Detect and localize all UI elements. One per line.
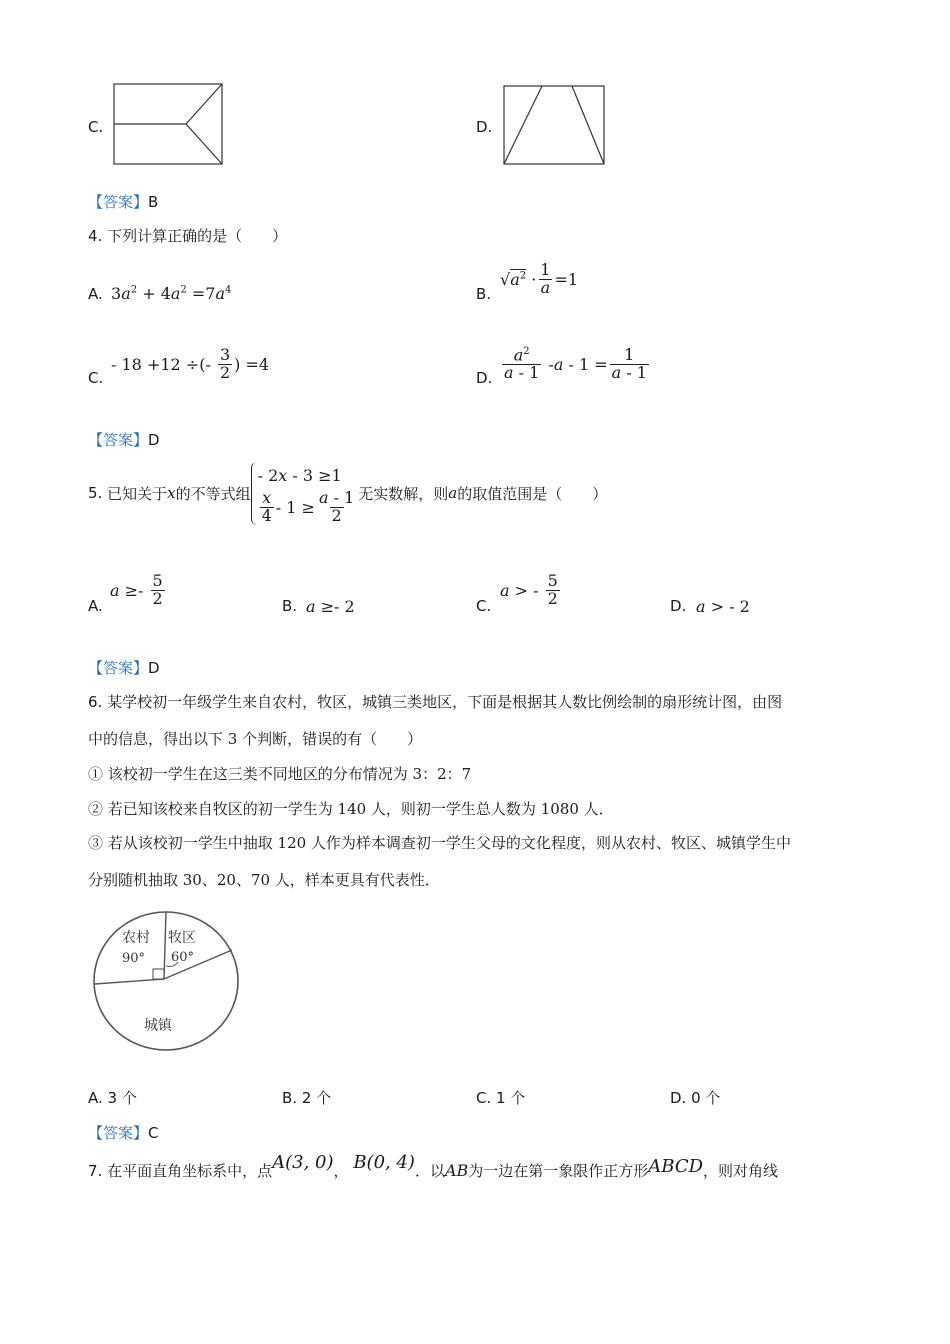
q5-option-a-expr: a ≥- $\frac{5}{2}$	[110, 571, 163, 608]
q6-judgement-3-line1: ③ 若从该校初一学生中抽取 120 人作为样本调查初一学生父母的文化程度，则从农村、牧区、城镇学生中	[88, 834, 791, 852]
q3-answer	[88, 191, 158, 212]
answer-value: C	[148, 1124, 159, 1142]
q4-option-b-expr: √ $a^2$ · $\frac{1}{a}$ =1	[500, 260, 579, 297]
q6-judgement-1: ① 该校初一学生在这三类不同地区的分布情况为 3：2：7	[88, 765, 472, 783]
q6-judgement-2: ② 若已知该校来自牧区的初一学生为 140 人，则初一学生总人数为 1080 人．	[88, 800, 614, 818]
pie-label-pastoral-angle: 60°	[171, 950, 195, 965]
answer-value: D	[148, 431, 160, 449]
q6-option-a: A. 3 个	[88, 1089, 137, 1107]
q4-stem: 4. 下列计算正确的是（ ）	[88, 227, 288, 245]
point-a: A(3, 0)	[272, 1152, 334, 1173]
answer-value: D	[148, 659, 160, 677]
q6-option-d: D. 0 个	[670, 1089, 721, 1107]
q6-answer	[88, 1122, 159, 1143]
answer-tag: 【答案】	[88, 193, 149, 211]
q6-stem-line1: 6. 某学校初一年级学生来自农村，牧区，城镇三类地区，下面是根据其人数比例绘制的扇形统计图，由图	[88, 693, 783, 711]
q5-answer	[88, 657, 160, 678]
q4-option-d-label: D.	[476, 369, 493, 387]
q4-option-b-label: B.	[476, 285, 492, 303]
pie-label-rural: 农村	[122, 930, 150, 946]
q6-option-c: C. 1 个	[476, 1089, 526, 1107]
pie-label-rural-angle: 90°	[122, 951, 146, 966]
answer-value: B	[148, 193, 159, 211]
q5-option-b-label: B.	[282, 597, 298, 615]
pie-label-pastoral: 牧区	[168, 930, 196, 946]
q3-figure-c	[112, 82, 224, 166]
segment-ab: AB	[444, 1161, 469, 1180]
q4-option-c-label: C.	[88, 369, 104, 387]
q5-option-a-label: A.	[88, 597, 103, 615]
q4-answer	[88, 429, 160, 450]
pie-divider-left	[95, 979, 164, 984]
q5-option-d-expr: a > - 2	[696, 597, 750, 616]
q5-stem: 5. 已知关于 x 的不等式组 - 2x - 3 ≥1 $\frac{x}{4}$ - 1 ≥ $\frac{a - 1}{2}$ 无实数解，则 a 的取值范围是（ ）	[88, 462, 607, 525]
q6-stem-line2: 中的信息，得出以下 3 个判断，错误的有（ ）	[88, 730, 423, 748]
q3-figure-d	[502, 84, 606, 166]
q5-option-c-label: C.	[476, 597, 492, 615]
answer-tag: 【答案】	[88, 1124, 149, 1142]
q4-option-d-expr: $\frac{a^2}{a - 1}$ - a - 1 = $\frac{1}{a - 1}$	[504, 344, 647, 382]
q6-pie-chart	[88, 906, 244, 1056]
q4-option-a-label: A.	[88, 285, 103, 303]
answer-tag: 【答案】	[88, 659, 149, 677]
right-angle-marker	[153, 969, 164, 979]
q5-option-d-label: D.	[670, 597, 687, 615]
q4-option-a-expr: $3a^2 + 4a^2 =7a^4$	[111, 284, 232, 303]
q4-option-c-expr: - 18 +12 ÷(- $\frac{3}{2}$ ) =4	[111, 345, 270, 382]
q6-option-b: B. 2 个	[282, 1089, 332, 1107]
q3-option-c-label: C.	[88, 118, 104, 136]
q5-option-b-expr: a ≥- 2	[306, 597, 355, 616]
q5-option-c-expr: a > - $\frac{5}{2}$	[500, 571, 558, 608]
q7-stem: 7. 在平面直角坐标系中，点 A(3, 0) ， B(0, 4) ．以 AB 为一边在第一象限作正方形 ABCD ，则对角线	[88, 1152, 779, 1180]
q6-judgement-3-line2: 分别随机抽取 30、20、70 人，样本更具有代表性．	[88, 871, 440, 889]
pie-label-town: 城镇	[144, 1018, 172, 1034]
q3-option-d-label: D.	[476, 118, 493, 136]
square-abcd: ABCD	[648, 1156, 704, 1177]
q5-inequality-system: - 2x - 3 ≥1 $\frac{x}{4}$ - 1 ≥ $\frac{a - 1}{2}$	[251, 462, 359, 525]
answer-tag: 【答案】	[88, 431, 149, 449]
point-b: B(0, 4)	[353, 1152, 415, 1173]
